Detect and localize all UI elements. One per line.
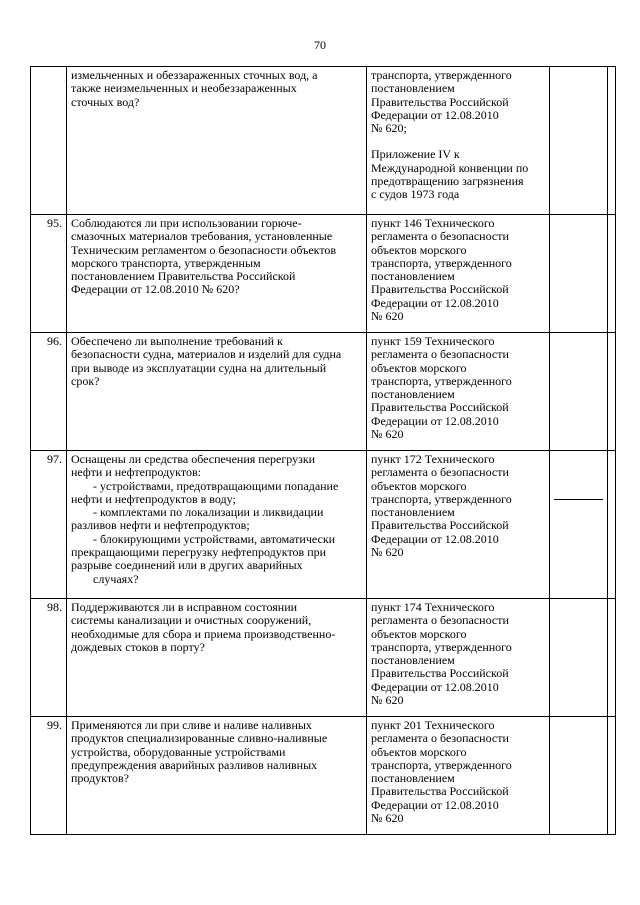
table-row bbox=[31, 451, 616, 599]
mark-cell[interactable] bbox=[608, 67, 616, 215]
mark-cell[interactable] bbox=[608, 333, 616, 451]
reference-line: транспорта, утвержденного bbox=[371, 373, 512, 388]
reference-line: Правительства Российской bbox=[371, 518, 509, 533]
reference-line: транспорта, утвержденного bbox=[371, 68, 512, 82]
reference-line: пункт 201 Технического bbox=[371, 718, 495, 732]
question-line: - блокирующими устройствами, автоматически bbox=[93, 531, 336, 546]
requirement-question bbox=[67, 451, 367, 599]
question-line: постановлением Правительства Российской bbox=[71, 269, 296, 284]
question-line: разливов нефти и нефтепродуктов; bbox=[71, 518, 250, 533]
reference-line: Федерации от 12.08.2010 bbox=[371, 107, 499, 122]
table-row bbox=[31, 215, 616, 333]
question-line: Федерации от 12.08.2010 № 620? bbox=[71, 282, 240, 297]
reference-line: Федерации от 12.08.2010 bbox=[371, 413, 499, 428]
question-line: Соблюдаются ли при использовании горюче- bbox=[71, 216, 302, 230]
requirements-table bbox=[30, 66, 616, 835]
mark-cell[interactable] bbox=[550, 599, 608, 717]
row-number: 99. bbox=[31, 717, 67, 835]
question-line: продуктов специализированные сливно-наливные bbox=[71, 731, 328, 746]
mark-cell[interactable] bbox=[550, 717, 608, 835]
mark-cell[interactable] bbox=[550, 451, 608, 599]
question-line: дождевых стоков в порту? bbox=[71, 639, 205, 654]
table-row bbox=[31, 333, 616, 451]
question-line: предупреждения аварийных разливов наливных bbox=[71, 757, 318, 772]
legal-reference bbox=[367, 215, 550, 333]
reference-line: регламента о безопасности bbox=[371, 347, 509, 362]
page-number: 70 bbox=[314, 38, 326, 52]
reference-line: регламента о безопасности bbox=[371, 465, 509, 480]
table-row bbox=[31, 599, 616, 717]
reference-line: пункт 146 Технического bbox=[371, 216, 495, 230]
reference-line: постановлением bbox=[371, 387, 455, 402]
row-number: 98. bbox=[31, 599, 67, 717]
question-line: также неизмельченных и необеззараженных bbox=[71, 81, 297, 96]
reference-line: Правительства Российской bbox=[371, 94, 509, 109]
question-line: Обеспечено ли выполнение требований к bbox=[71, 334, 283, 348]
reference-line: транспорта, утвержденного bbox=[371, 491, 512, 506]
reference-line: регламента о безопасности bbox=[371, 229, 509, 244]
reference-line: предотвращению загрязнения bbox=[371, 174, 524, 189]
requirement-question bbox=[67, 333, 367, 451]
legal-reference bbox=[367, 333, 550, 451]
reference-line: № 620 bbox=[371, 427, 404, 442]
mark-cell[interactable] bbox=[608, 451, 616, 599]
row-number: 96. bbox=[31, 333, 67, 451]
reference-line: объектов морского bbox=[371, 626, 467, 641]
reference-line: № 620; bbox=[371, 121, 407, 136]
mark-cell[interactable] bbox=[608, 215, 616, 333]
reference-line: объектов морского bbox=[371, 744, 467, 759]
legal-reference bbox=[367, 599, 550, 717]
reference-line: объектов морского bbox=[371, 242, 467, 257]
reference-line: регламента о безопасности bbox=[371, 613, 509, 628]
row-number: 97. bbox=[31, 451, 67, 599]
question-line: сточных вод? bbox=[71, 94, 140, 109]
reference-line: Федерации от 12.08.2010 bbox=[371, 531, 499, 546]
table-row bbox=[31, 67, 616, 215]
question-line: при выводе из эксплуатации судна на длительный bbox=[71, 360, 327, 375]
question-line: Поддерживаются ли в исправном состоянии bbox=[71, 600, 298, 614]
reference-line: № 620 bbox=[371, 693, 404, 708]
question-line: срок? bbox=[71, 373, 100, 388]
question-line: нефти и нефтепродуктов в воду; bbox=[71, 491, 236, 506]
question-line: прекращающими перегрузку нефтепродуктов при bbox=[71, 545, 327, 560]
question-line: необходимые для сбора и приема производственно- bbox=[71, 626, 336, 641]
reference-line: транспорта, утвержденного bbox=[371, 255, 512, 270]
requirement-question bbox=[67, 67, 367, 215]
requirement-question bbox=[67, 215, 367, 333]
question-line: Техническим регламентом о безопасности объектов bbox=[71, 242, 337, 257]
question-line: морского транспорта, утвержденным bbox=[71, 255, 261, 270]
reference-line: № 620 bbox=[371, 545, 404, 560]
reference-line: Правительства Российской bbox=[371, 400, 509, 415]
question-line: разрыве соединений или в других аварийных bbox=[71, 558, 303, 573]
question-line: нефти и нефтепродуктов: bbox=[71, 465, 201, 480]
reference-line: пункт 174 Технического bbox=[371, 600, 495, 614]
legal-reference bbox=[367, 451, 550, 599]
question-line: Применяются ли при сливе и наливе наливных bbox=[71, 718, 312, 732]
requirement-question bbox=[67, 717, 367, 835]
reference-line: объектов морского bbox=[371, 360, 467, 375]
reference-line: пункт 172 Технического bbox=[371, 452, 495, 466]
question-line: - комплектами по локализации и ликвидации bbox=[93, 505, 324, 520]
row-number: 95. bbox=[31, 215, 67, 333]
mark-cell[interactable] bbox=[550, 67, 608, 215]
row-number bbox=[31, 67, 67, 215]
legal-reference bbox=[367, 67, 550, 215]
mark-cell[interactable] bbox=[608, 717, 616, 835]
table-row bbox=[31, 717, 616, 835]
reference-line: транспорта, утвержденного bbox=[371, 639, 512, 654]
question-line: системы канализации и очистных сооружений, bbox=[71, 613, 312, 628]
legal-reference bbox=[367, 717, 550, 835]
question-line: Оснащены ли средства обеспечения перегрузки bbox=[71, 452, 316, 466]
question-line: - устройствами, предотвращающими попадание bbox=[93, 478, 339, 493]
question-line: измельченных и обеззараженных сточных вод, а bbox=[71, 68, 318, 82]
reference-line: постановлением bbox=[371, 81, 455, 96]
reference-line: постановлением bbox=[371, 653, 455, 668]
reference-line: Федерации от 12.08.2010 bbox=[371, 679, 499, 694]
reference-line: транспорта, утвержденного bbox=[371, 757, 512, 772]
reference-line: Федерации от 12.08.2010 bbox=[371, 797, 499, 812]
reference-line: Приложение IV к bbox=[371, 147, 460, 162]
question-line: безопасности судна, материалов и изделий для судна bbox=[71, 347, 342, 362]
reference-line: объектов морского bbox=[371, 478, 467, 493]
requirement-question bbox=[67, 599, 367, 717]
reference-line: № 620 bbox=[371, 811, 404, 826]
reference-line: Федерации от 12.08.2010 bbox=[371, 295, 499, 310]
reference-line: с судов 1973 года bbox=[371, 187, 460, 202]
reference-line: постановлением bbox=[371, 771, 455, 786]
question-line: случаях? bbox=[93, 571, 139, 586]
reference-line: Международной конвенции по bbox=[371, 160, 529, 175]
question-line: смазочных материалов требования, установленные bbox=[71, 229, 333, 244]
reference-line: постановлением bbox=[371, 269, 455, 284]
reference-line: регламента о безопасности bbox=[371, 731, 509, 746]
reference-line: пункт 159 Технического bbox=[371, 334, 495, 348]
mark-cell[interactable] bbox=[608, 599, 616, 717]
reference-line: № 620 bbox=[371, 309, 404, 324]
question-line: продуктов? bbox=[71, 771, 129, 786]
mark-cell[interactable] bbox=[550, 333, 608, 451]
reference-line: Правительства Российской bbox=[371, 282, 509, 297]
reference-line: Правительства Российской bbox=[371, 784, 509, 799]
question-line: устройства, оборудованные устройствами bbox=[71, 744, 286, 759]
mark-cell[interactable] bbox=[550, 215, 608, 333]
reference-line: Правительства Российской bbox=[371, 666, 509, 681]
reference-line: постановлением bbox=[371, 505, 455, 520]
